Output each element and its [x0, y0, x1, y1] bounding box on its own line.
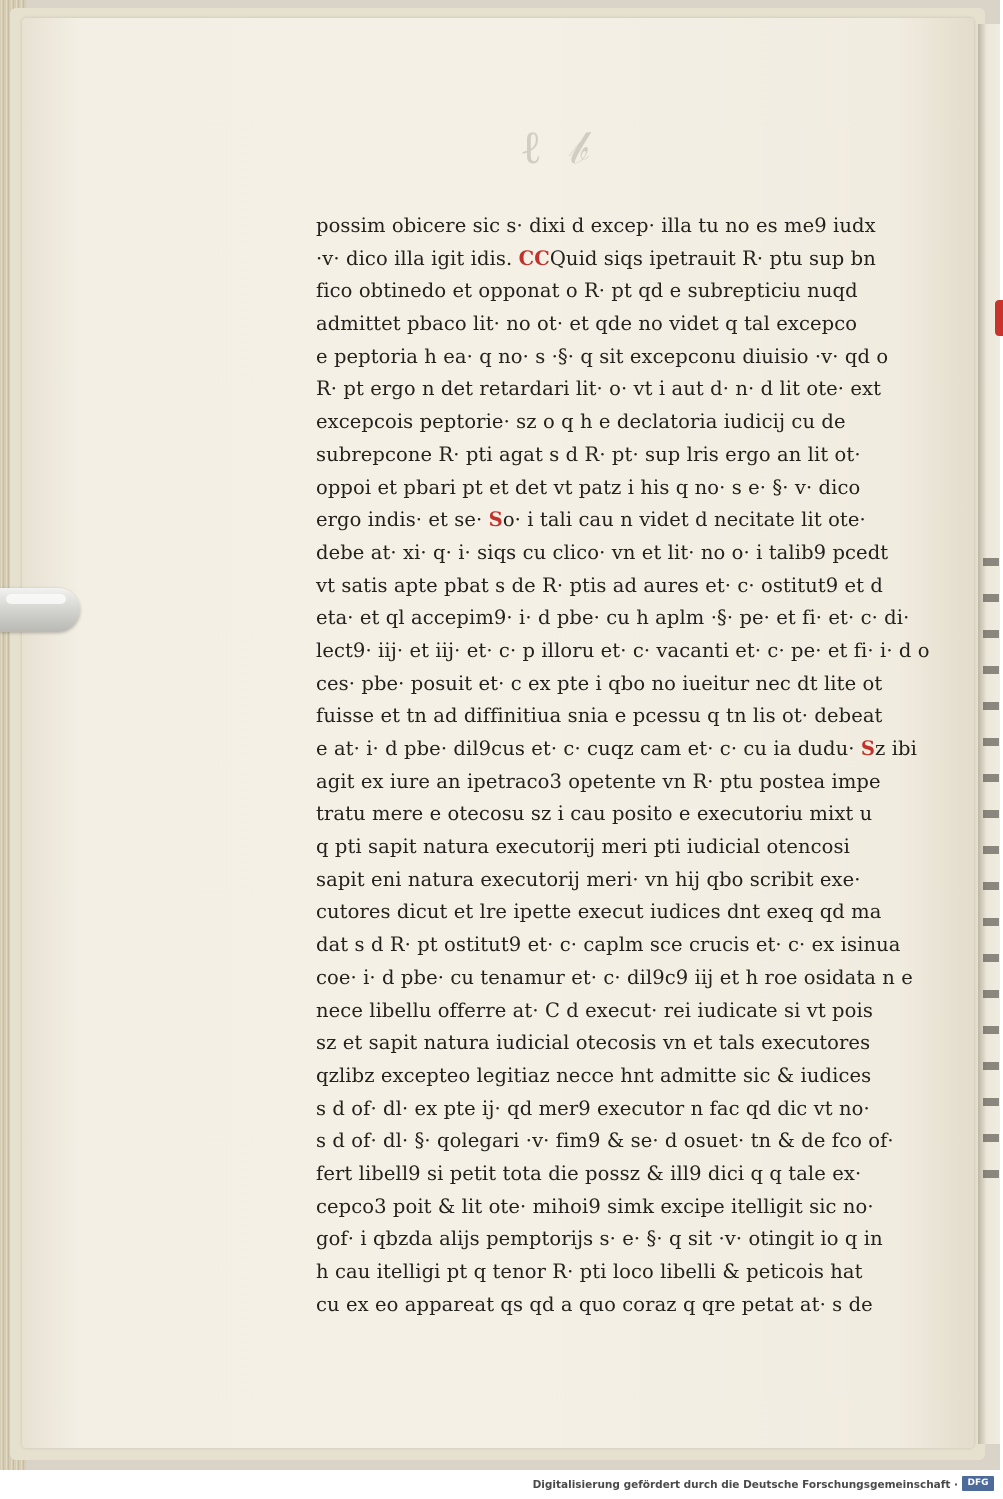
- dfg-logo-icon: DFG: [962, 1476, 994, 1491]
- text-line: debe at· xi· q· i· siqs cu clico· vn et lit· no o· i talib9 pcedt: [316, 540, 889, 564]
- rubric-initial: S: [860, 737, 876, 760]
- text-line: e peptoria h ea· q no· s ·§· q sit excepconu diuisio ·v· qd o: [316, 344, 889, 368]
- text-line: gof· i qbzda alijs pemptorijs s· e· §· q sit ·v· otingit io q in: [316, 1227, 883, 1251]
- text-line: cutores dicut et lre ipette execut iudices dnt exeq qd ma: [316, 900, 882, 924]
- text-line: cu ex eo appareat qs qd a quo coraz q qre petat at· s de: [316, 1292, 873, 1316]
- funding-credit: Digitalisierung gefördert durch die Deutsche Forschungsgemeinschaft ·: [532, 1479, 958, 1491]
- printed-text-block: [316, 210, 930, 1321]
- text-line: oppoi et pbari pt et det vt patz i his q no· s e· §· v· dico: [316, 475, 861, 499]
- text-line: tratu mere e otecosu sz i cau posito e executoriu mixt u: [316, 802, 873, 826]
- text-line: fico obtinedo et opponat o R· pt qd e subrepticiu nuqd: [316, 279, 858, 303]
- text-line: coe· i· d pbe· cu tenamur et· c· dil9c9 iij et h roe osidata n e: [316, 965, 913, 989]
- page-clip: [0, 588, 80, 632]
- text-line: lect9· iij· et iij· et· c· p illoru et· c· vacanti et· c· pe· et fi· i· d o: [316, 638, 930, 662]
- pencil-foliation-mark: ℓ 𝒷: [520, 120, 595, 174]
- text-line: ·v· dico illa igit idis. CCQuid siqs ipetrauit R· ptu sup bn: [316, 246, 876, 270]
- rubric-initial: C: [534, 246, 550, 270]
- text-line: R· pt ergo n det retardari lit· o· vt i aut d· n· d lit ote· ext: [316, 377, 882, 401]
- text-line: possim obicere sic s· dixi d excep· illa tu no es me9 iudx: [316, 214, 876, 237]
- text-line: admittet pbaco lit· no ot· et qde no videt q tal excepco: [316, 312, 858, 336]
- text-line: cepco3 poit & lit ote· mihoi9 simk excipe itelligit sic no·: [316, 1194, 874, 1218]
- text-line: e at· i· d pbe· dil9cus et· c· cuqz cam et· c· cu ia dudu· Sz ibi: [316, 737, 917, 760]
- text-line: fuisse et tn ad diffinitiua snia e pcessu q tn lis ot· debeat: [316, 704, 883, 728]
- rubric-initial: C: [518, 246, 535, 270]
- text-line: s d of· dl· ex pte ij· qd mer9 executor n fac qd dic vt no·: [316, 1096, 870, 1120]
- text-line: subrepcone R· pti agat s d R· pt· sup lris ergo an lit ot·: [316, 442, 861, 466]
- text-line: eta· et ql accepim9· i· d pbe· cu h aplm ·§· pe· et fi· et· c· di·: [316, 606, 910, 630]
- text-line: sz et sapit natura iudicial otecosis vn et tals executores: [316, 1031, 871, 1055]
- text-line: fert libell9 si petit tota die possz & ill9 dici q q tale ex·: [316, 1161, 862, 1185]
- clip-highlight: [6, 594, 66, 604]
- text-line: s d of· dl· §· qolegari ·v· fim9 & se· d osuet· tn & de fco of·: [316, 1129, 894, 1153]
- text-line: qzlibz excepteo legitiaz necce hnt admitte sic & iudices: [316, 1063, 872, 1087]
- rubric-initial: S: [488, 508, 503, 532]
- text-line: sapit eni natura executorij meri· vn hij qbo scribit exe·: [316, 867, 861, 891]
- text-line: q pti sapit natura executorij meri pti iudicial otencosi: [316, 835, 850, 859]
- text-line: ergo indis· et se· So· i tali cau n videt d necitate lit ote·: [316, 508, 866, 532]
- footer-bar: [0, 1470, 1000, 1499]
- facing-page-text-fragments: [983, 540, 999, 1200]
- text-line: h cau itelligi pt q tenor R· pti loco libelli & peticois hat: [316, 1260, 863, 1283]
- text-line: ces· pbe· posuit et· c ex pte i qbo no iueitur nec dt lite ot: [316, 671, 883, 695]
- facing-page-rubric-fragment: [995, 300, 1003, 336]
- text-line: vt satis apte pbat s de R· ptis ad aures et· c· ostitut9 et d: [316, 573, 884, 597]
- text-line: dat s d R· pt ostitut9 et· c· caplm sce crucis et· c· ex isinua: [316, 933, 901, 957]
- text-line: excepcois peptorie· sz o q h e declatoria iudicij cu de: [316, 410, 846, 434]
- text-line: nece libellu offerre at· C d execut· rei iudicate si vt pois: [316, 998, 873, 1022]
- text-line: agit ex iure an ipetraco3 opetente vn R· ptu postea impe: [316, 769, 881, 793]
